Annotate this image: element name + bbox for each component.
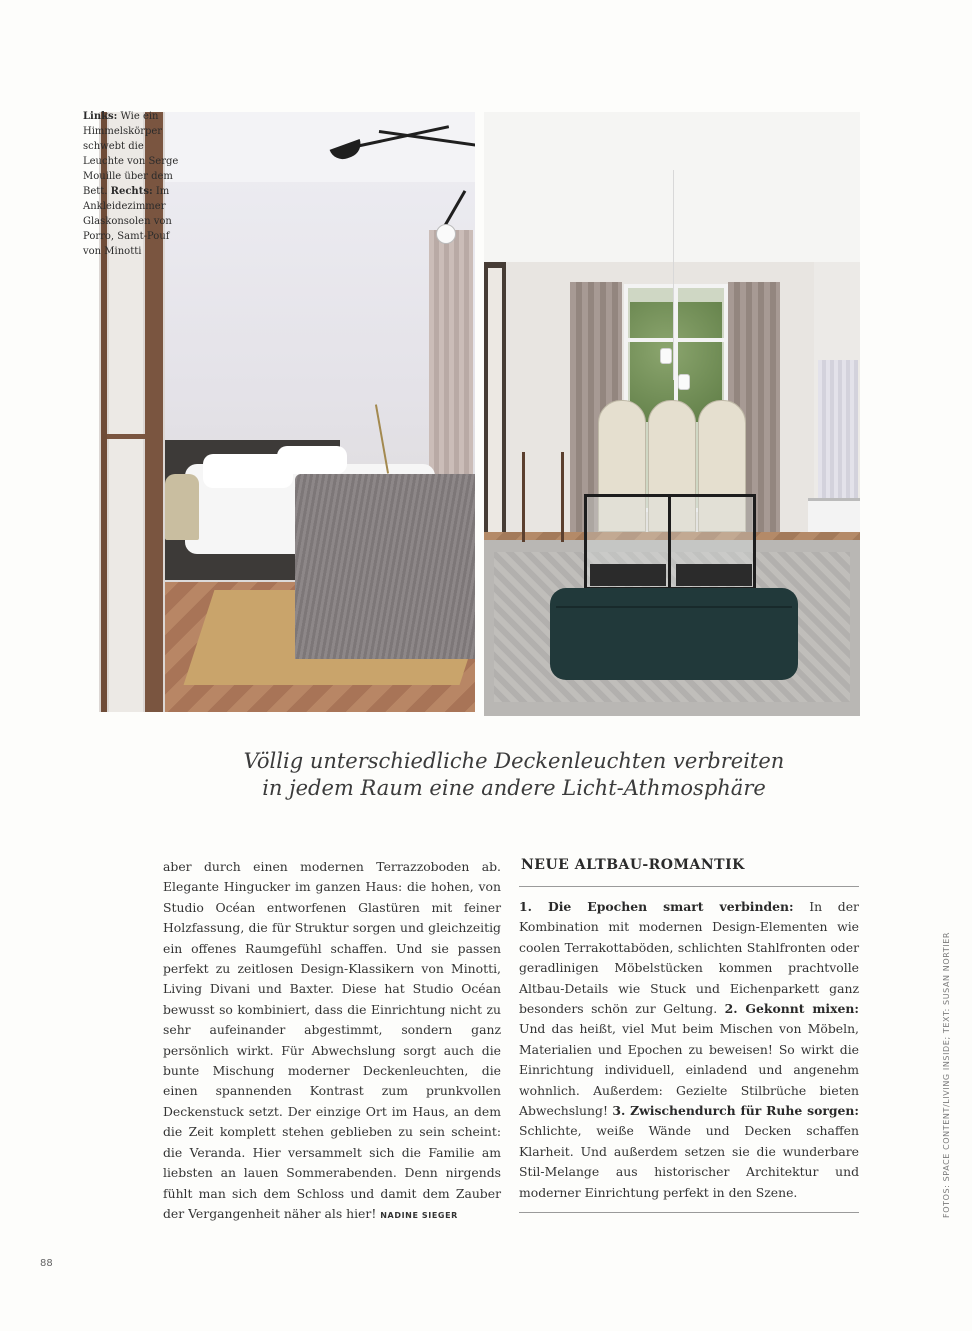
pull-quote bbox=[200, 748, 828, 802]
caption-left-label: Links: bbox=[83, 111, 118, 122]
pull-quote-line: Völlig unterschiedliche Deckenleuchten verbreiten bbox=[243, 749, 785, 773]
window-transom bbox=[624, 338, 728, 342]
pendant-light bbox=[678, 374, 690, 390]
velvet-pouf bbox=[550, 588, 798, 680]
bed-pillow bbox=[277, 446, 347, 474]
author-signature: NADINE SIEGER bbox=[380, 1210, 458, 1220]
pendant-cable bbox=[673, 170, 674, 380]
dressing-ceiling bbox=[484, 112, 860, 272]
tips-bottom-rule bbox=[519, 1212, 859, 1213]
tip-2-text: Und das heißt, viel Mut beim Mischen von Möbeln, Materialien und Epochen zu beweisen! So wirkt die Einrichtung individuell, einladend und angenehm wohnlich. Außerdem: Gezielte Stilbrüche bieten Abwechslung! bbox=[519, 1021, 859, 1119]
page-number: 88 bbox=[40, 1258, 53, 1269]
bedside-table bbox=[165, 474, 199, 540]
caption-left-text: Wie ein Himmelskörper schwebt die Leuchte von Serge Mouille über dem Bett. bbox=[83, 111, 179, 197]
caption-right-label: Rechts: bbox=[110, 186, 153, 197]
article-body-left bbox=[163, 857, 501, 1226]
tip-3-text: Schlichte, weiße Wände und Decken schaffen Klarheit. Und außerdem setzen sie die wunderbare Stil-Melange aus historischer Architektur und moderner Einrichtung perfekt in den Szene. bbox=[519, 1123, 859, 1200]
bedroom-ceiling bbox=[159, 112, 475, 182]
pull-quote-line: in jedem Raum eine andere Licht-Athmosphäre bbox=[262, 776, 766, 800]
valet-stand bbox=[522, 452, 564, 542]
pouf-seam bbox=[556, 606, 792, 608]
sheer-curtain bbox=[818, 360, 858, 512]
glass-console-divider bbox=[668, 494, 671, 590]
heading-rule bbox=[519, 886, 859, 887]
tip-3-label: 3. Zwischendurch für Ruhe sorgen: bbox=[612, 1103, 859, 1119]
tip-1-label: 1. Die Epochen smart verbinden: bbox=[519, 899, 794, 914]
glass-door-crossbar bbox=[107, 434, 145, 439]
article-text: aber durch einen modernen Terrazzoboden ab. Elegante Hingucker im ganzen Haus: die hohen, von Studio Océan entworfenen Glastüren mit feiner Holzfassung, die für Struktur sorgen und gleichzeitig ein offenes Raumgefühl schaffen. Und sie passen perfekt zu zeitlosen Design-Klassikern von Minotti, Living Divani und Baxter. Diese hat Studio Océan bewusst so kombiniert, dass die Einrichtung nicht zu sehr aufeinander abgestimmt, sondern ganz persönlich wirkt. Für Abwechslung sorgt auch die bunte Mischung moderner Deckenleuchten, die einen spannenden Kontrast zum prunkvollen Deckenstuck setzt. Der einzige Ort im Haus, an dem die Zeit komplett stehen geblieben zu sein scheint: die Veranda. Hier versammelt sich die Familie am liebsten an lauen Sommerabenden. Denn nirgends fühlt man sich dem Schloss und damit dem Zauber der Vergangenheit näher als hier! bbox=[163, 859, 501, 1221]
tips-box bbox=[519, 897, 859, 1203]
bed-throw-blanket bbox=[295, 474, 475, 659]
section-heading: NEUE ALTBAU-ROMANTIK bbox=[521, 857, 745, 873]
door-opening bbox=[488, 268, 502, 544]
glass-console-drawer bbox=[676, 564, 752, 586]
tip-1-text: In der Kombination mit modernen Design-Elementen wie coolen Terrakottaböden, schlichten Stahlfronten oder geradlinigen Möbelstücken kommen prachtvolle Altbau-Details wie Stuck und Eichenparkett ganz besonders schön zur Geltung. bbox=[519, 899, 859, 1017]
pendant-light bbox=[660, 348, 672, 364]
photo-credits: FOTOS: SPACE CONTENT/LIVING INSIDE; TEXT: SUSAN NORTIER bbox=[942, 931, 951, 1218]
image-caption bbox=[83, 109, 183, 259]
lamp-bulb bbox=[436, 224, 456, 244]
tip-2-label: 2. Gekonnt mixen: bbox=[724, 1001, 859, 1017]
glass-console-drawer bbox=[590, 564, 666, 586]
caption-right-text: Im Ankleidezimmer Glaskonsolen von Porro, Samt-Pouf von Minotti bbox=[83, 186, 172, 257]
dressing-room-photo bbox=[484, 112, 860, 716]
